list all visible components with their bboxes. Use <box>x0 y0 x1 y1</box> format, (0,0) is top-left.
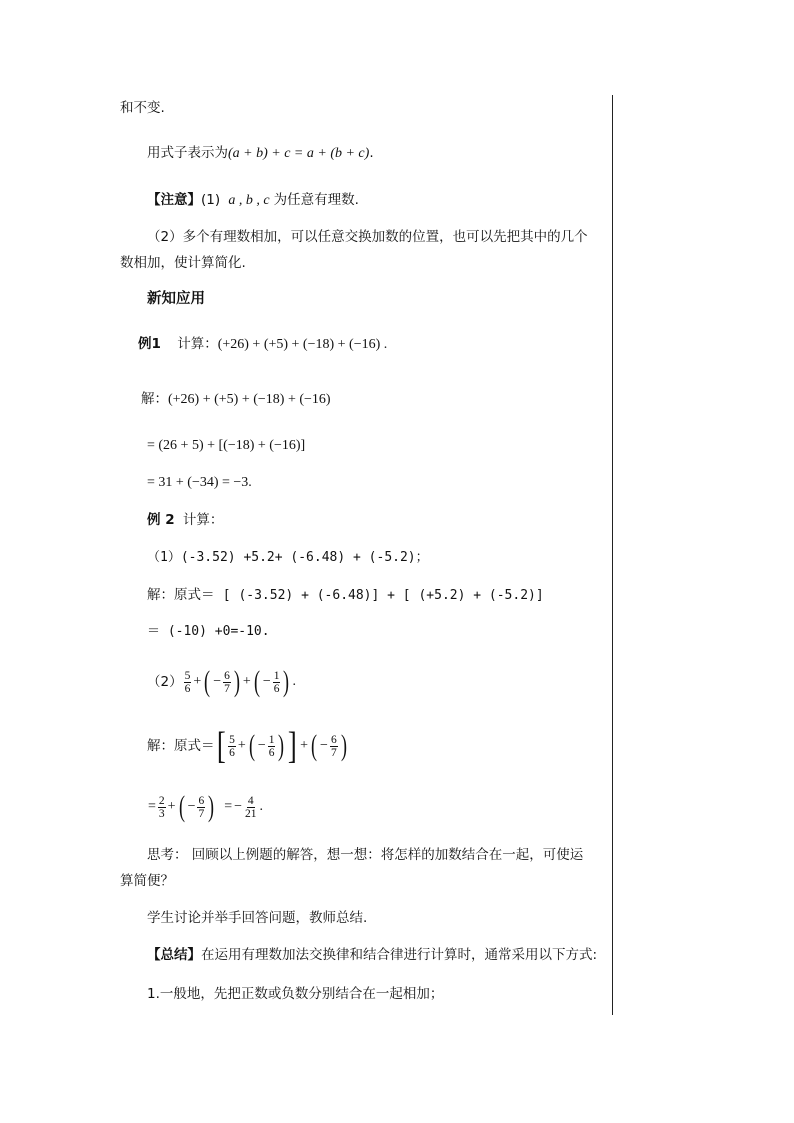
summary-label: 【总结】 <box>147 947 201 963</box>
solution-1-step-2: = 31 + (−34) = −3. <box>147 475 252 490</box>
page-vertical-rule <box>612 95 613 1015</box>
solution-1 <box>141 390 331 409</box>
example-2-text: 计算： <box>182 512 224 528</box>
summary-line <box>147 946 597 964</box>
solution-1-expression: (+26) + (+5) + (−18) + (−16) <box>168 392 331 407</box>
fraction-five-sixths: $\frac{5}{6}$ <box>184 669 191 695</box>
summary-item-1: 1.一般地，先把正数或负数分别结合在一起相加； <box>147 986 444 1002</box>
fraction-two-thirds: $\frac{2}{3}$ <box>158 794 165 820</box>
example-1-text: 计算： <box>177 336 218 352</box>
example-2-label: 例 2 <box>147 512 175 528</box>
parenthesized-negative-six-sevenths: ( − $\frac{6}{7}$ ) <box>204 665 240 698</box>
example-2-solution-2: 解：原式＝ [ $\frac{5}{6}$ + ( − $\frac{1}{6}$ ) ] + ( − $\frac{6}{7}$ ) <box>147 725 347 767</box>
associative-formula: (a + b) + c = a + (b + c) <box>228 146 370 161</box>
parenthesized-negative-six-sevenths: ( − $\frac{6}{7}$ ) <box>178 790 215 823</box>
example-2-solution-2-label: 解：原式＝ <box>147 738 215 754</box>
think-line: 算简便？ <box>120 873 174 889</box>
note-line <box>147 191 359 210</box>
example-2 <box>147 511 223 529</box>
paragraph-line: （2）多个有理数相加，可以任意交换加数的位置，也可以先把其中的几个 <box>147 229 588 245</box>
example-2-solution-1-label: 解：原式＝ <box>147 587 215 603</box>
solution-1-step-1: = (26 + 5) + [(−18) + (−16)] <box>147 438 306 453</box>
paragraph-line: 数相加，使计算简化. <box>120 255 246 271</box>
example-1-label: 例1 <box>138 336 161 352</box>
formula-line <box>147 144 374 163</box>
parenthesized-negative-one-sixth: ( − $\frac{1}{6}$ ) <box>253 665 290 698</box>
bracketed-group: [ $\frac{5}{6}$ + ( − $\frac{1}{6}$ ) ] <box>216 725 298 767</box>
summary-text: 在运用有理数加法交换律和结合律进行计算时，通常采用以下方式: <box>201 947 598 963</box>
solution-1-label: 解： <box>141 391 168 407</box>
discussion-line: 学生讨论并举手回答问题，教师总结. <box>147 910 368 926</box>
example-2-solution-1-step: ＝ (-10) +0=-10. <box>147 624 270 639</box>
fraction-four-twentyfirsts: $\frac{4}{21}$ <box>245 794 257 820</box>
example-2-solution-1-expression: [ (-3.52) + (-6.48)] + [ (+5.2) + (-5.2)] <box>222 588 544 603</box>
example-2-solution-1 <box>147 586 544 605</box>
parenthesized-negative-six-sevenths: ( − $\frac{6}{7}$ ) <box>311 729 347 762</box>
formula-intro: 用式子表示为 <box>147 145 228 161</box>
section-title: 新知应用 <box>147 291 205 307</box>
text-line: 和不变. <box>120 100 165 116</box>
note-label: 【注意】 <box>147 192 201 208</box>
think-line: 思考： 回顾以上例题的解答，想一想：将怎样的加数结合在一起，可使运 <box>147 847 584 863</box>
note-variables: a , b , c <box>228 193 270 208</box>
example-2-part-2: （2） $\frac{5}{6}$ + ( − $\frac{6}{7}$ ) + ( − $\frac{1}{6}$ ) . <box>147 665 296 698</box>
example-2-solution-2-step: = $\frac{2}{3}$ + ( − $\frac{6}{7}$ ) = − $\frac{4}{21}$ . <box>148 790 264 823</box>
note-text: 为任意有理数. <box>273 192 359 208</box>
example-1 <box>138 335 387 354</box>
note-number: (1) <box>201 192 221 208</box>
formula-period: . <box>369 145 374 161</box>
example-2-part-2-label: （2） <box>147 674 183 690</box>
example-2-part-1: （1）(-3.52) +5.2+ (-6.48) + (-5.2)； <box>147 550 429 565</box>
example-1-expression: (+26) + (+5) + (−18) + (−16) . <box>217 337 388 352</box>
